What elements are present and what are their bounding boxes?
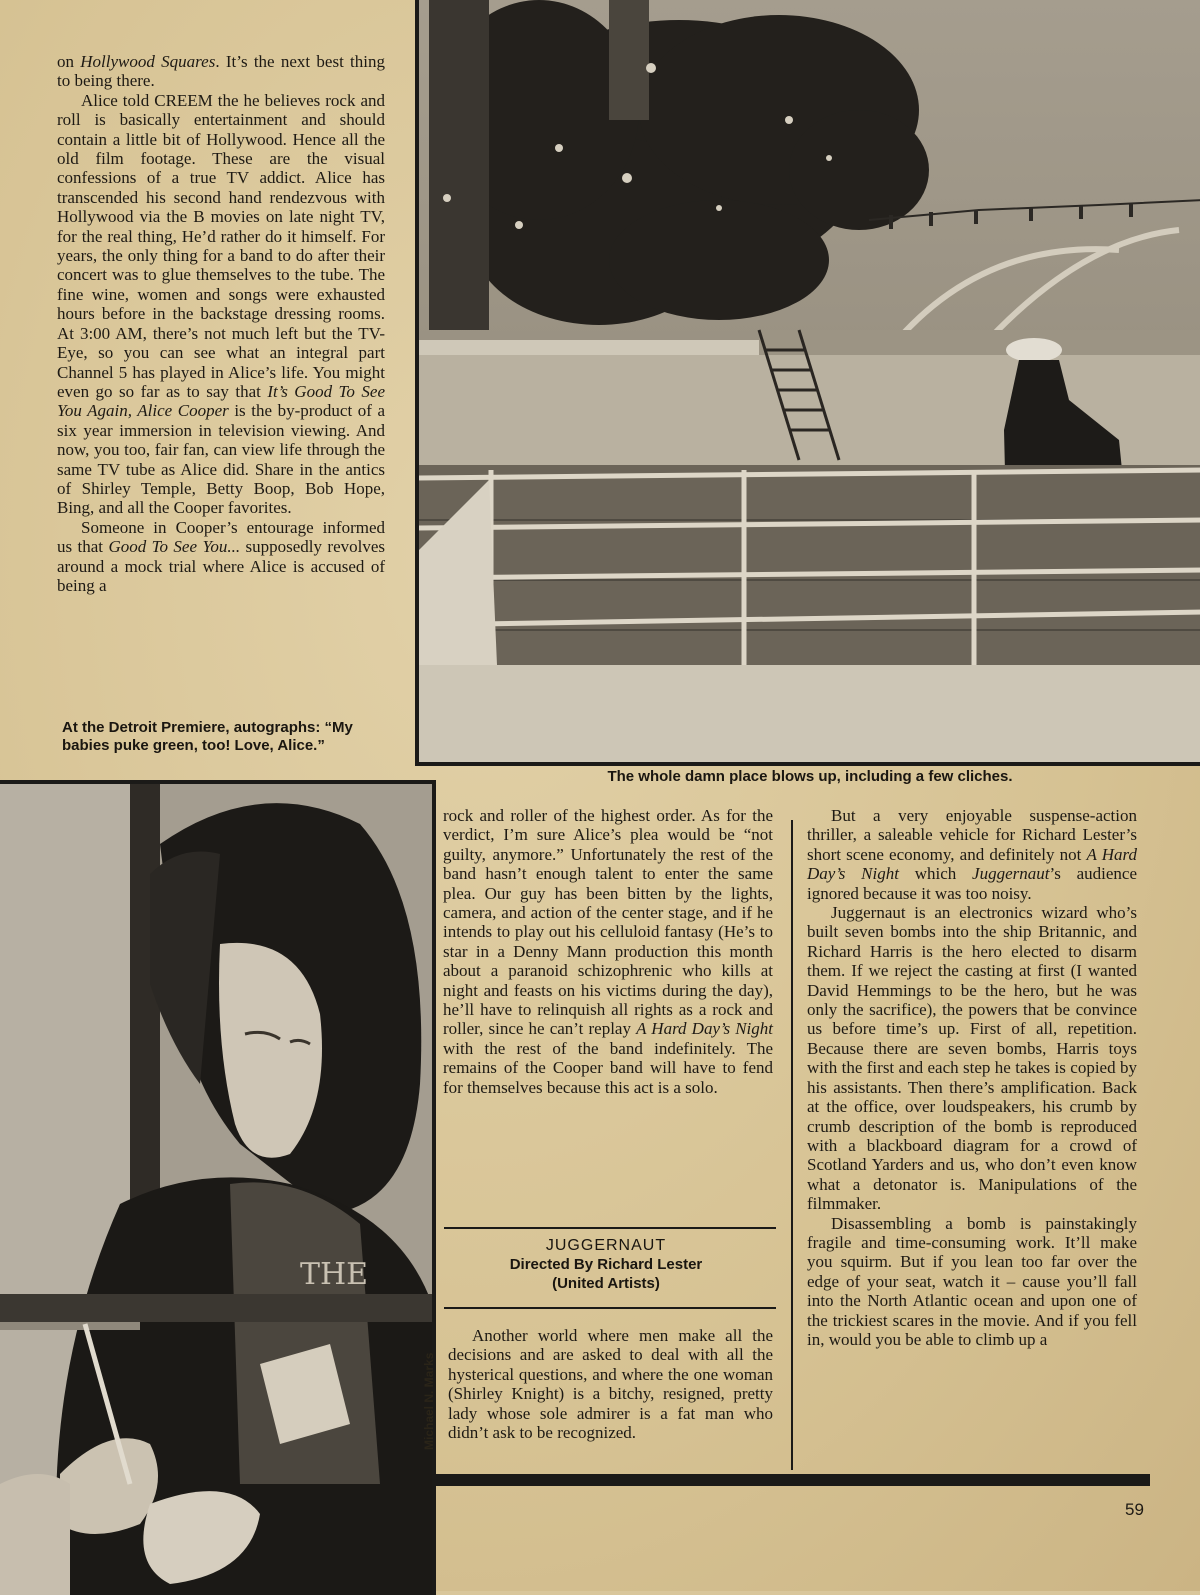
middle-column-text (443, 806, 773, 1097)
paragraph: Another world where men make all the decisions and are asked to deal with all the hysterical questions, and where the one woman (Shirley Knight) is a bitchy, resigned, pretty lady whose sole admirer is a fat man who didn’t ask to be recognized. (448, 1326, 773, 1443)
alice-autograph-photo (0, 780, 436, 1595)
ship-explosion-photo (415, 0, 1200, 766)
caption-explosion: The whole damn place blows up, including a few cliches. (607, 768, 1013, 785)
review-header (440, 1229, 772, 1293)
paragraph: Disassembling a bomb is painstakingly fragile and time-consuming work. It’ll make you squirm. But if you lean too far over the edge of your seat, watch it – cause you’ll fall into the North Atlantic ocean and upon one of the trickiest scares in the movie. And if you fell in, would you be able to climb up a (807, 1213, 1137, 1349)
paragraph: rock and roller of the highest order. As for the verdict, I’m sure Alice’s plea would be “not guilty, anymore.” Unfortunately the rest of the band hasn’t enough talent to enter the same plea. Our guy has been bitten by the lights, camera, and action of the center stage, and if he intends to play out his celluloid fantasy (He’s to star in a Denny Mann production this month about a paranoid schizophrenic who kills at night and feasts on his victims during the day), he’ll have to relinquish all rights as a rock and roller, since he can’t replay A Hard Day’s Night with the rest of the band indefinitely. The remains of the Cooper band will have to fend for themselves because this act is a solo. (443, 806, 773, 1097)
paragraph: Alice told CREEM the he believes rock and roll is basically entertainment and should contain a little bit of Hollywood. Hence all the old film footage. These are the visual confessions of a true TV addict. Alice has transcended his second hand rendezvous with Hollywood via the B movies on late night TV, for the real thing, He’d rather do it himself. For years, the only thing for a band to do after their concert was to glue themselves to the tube. The fine wine, women and songs were exhausted hours before in the backstage dressing rooms. At 3:00 AM, there’s not much left but the TV-Eye, so you can see what an integral part Channel 5 has played in Alice’s life. You might even go so far as to say that It’s Good To See You Again, Alice Cooper is the by-product of a six year immersion in television viewing. And now, you too, fair fan, can view life through the same TV tube as Alice did. Share in the antics of Shirley Temple, Betty Boop, Bob Hope, Bing, and all the Cooper favorites. (57, 90, 386, 518)
column-divider (791, 820, 793, 1470)
bottom-rule (432, 1474, 1150, 1486)
caption-detroit-premiere: At the Detroit Premiere, autographs: “My babies puke green, too! Love, Alice.” (62, 719, 353, 754)
paragraph: on Hollywood Squares. It’s the next best thing to being there. (57, 52, 386, 91)
review-header-rule-bottom (444, 1307, 776, 1309)
paragraph: Someone in Cooper’s entourage informed us that Good To See You... supposedly revolves around a mock trial where Alice is accused of being a (57, 517, 386, 595)
left-column-text (57, 52, 385, 595)
review-title: JUGGERNAUT (545, 1237, 667, 1254)
right-column-text (807, 806, 1137, 1349)
review-body-text (448, 1326, 773, 1442)
review-director: Directed By Richard Lester (509, 1256, 703, 1273)
photo-credit-text: Michael N. Marks (422, 1352, 436, 1450)
shirt-text-the: THE (300, 1257, 369, 1292)
paragraph: But a very enjoyable suspense-action thriller, a saleable vehicle for Richard Lester’s short scene economy, and definitely not A Hard Day’s Night which Juggernaut’s audience ignored because it was too noisy. (807, 806, 1138, 903)
paragraph: Juggernaut is an electronics wizard who’s built seven bombs into the ship Britannic, and Richard Harris is the hero elected to disarm them. If we reject the casting at first (I wanted David Hemmings to be the hero, but he was only the sacrifice), the powers that be convince us before time’s up. First of all, repetition. Because there are seven bombs, Harris toys with the first and each step he takes is copied by his assistants. Then there’s amplification. Back at the office, over loudspeakers, his crumb by crumb description of the bomb is reproduced with a blackboard diagram for a crowd of Scotland Yarders and us, who don’t even know what a detonator is. Manipulations of the filmmaker. (807, 903, 1137, 1214)
photo-credit (418, 1320, 442, 1450)
review-studio: (United Artists) (552, 1275, 660, 1292)
page-number: 59 (1125, 1500, 1144, 1519)
